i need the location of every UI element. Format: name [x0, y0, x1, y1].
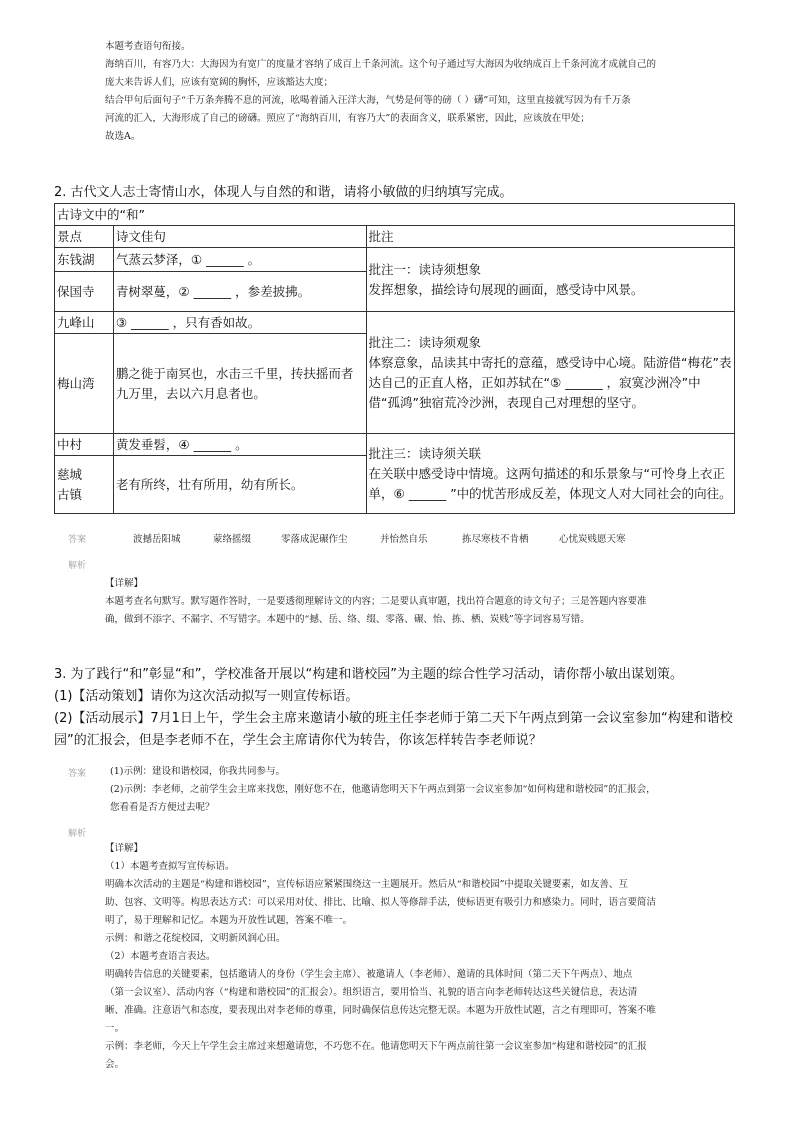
note-title: 批注一：读诗须想象 [368, 261, 482, 277]
text-line: (2)示例：李老师，之前学生会主席来找您，刚好您不在，他邀请您明天下午两点到第一会议室参加“如何构建和谐校园”的汇报会， [110, 784, 656, 795]
verse-cell: 黄发垂髫，④ ______ 。 [113, 434, 366, 456]
verse-cell: 气蒸云梦泽，① ______ 。 [113, 248, 366, 272]
note-text: 在关联中感受诗中情境。这两句描述的和乐景象与“可怜身上衣正单，⑥ ______ ”中的忧苦形成反差，体现文人对大同社会的向往。 [368, 465, 732, 501]
place-cell: 梅山湾 [55, 334, 114, 434]
text-line: 晰、准确。注意语气和态度，要表现出对李老师的尊重，同时确保信息传达完整无误。本题为开放性试题，言之有理即可，答案不唯 [105, 1005, 657, 1016]
text-line: 庞大来告诉人们，应该有宽阔的胸怀，应该豁达大度； [105, 77, 334, 88]
verse-cell: 鹏之徙于南冥也，水击三千里，抟扶摇而者九万里，去以六月息者也。 [113, 334, 366, 434]
detail-tag: 【详解】 [105, 578, 144, 589]
verse-cell: 青树翠蔓，② ______ ，参差披拂。 [113, 272, 366, 312]
answer-item: 蒙络摇缀 [213, 534, 252, 545]
text-line: 示例：李老师，今天上午学生会主席过来想邀请您，不巧您不在。他请您明天下午两点前往第一会议室参加“构建和谐校园”的汇报 [105, 1041, 647, 1052]
top-explanation [105, 38, 717, 146]
note-cell [366, 248, 734, 312]
answer-label: 答案 [68, 769, 87, 779]
header-place: 景点 [55, 226, 114, 248]
text-line: 海纳百川，有容乃大：大海因为有宽广的度量才容纳了成百上千条河流。这个句子通过写大海因为收纳成百上千条河流才成就自己的 [105, 59, 657, 70]
poem-table [54, 203, 735, 514]
place-cell: 保国寺 [55, 272, 114, 312]
text-line: 明确转告信息的关键要素，包括邀请人的身份（学生会主席）、被邀请人（李老师）、邀请的具体时间（第二天下午两点）、地点 [105, 969, 633, 980]
text-line: 明了，易于理解和记忆。本题为开放性试题，答案不唯一。 [105, 915, 353, 926]
question-3-stem [54, 664, 744, 752]
text-line: 故选A。 [105, 131, 141, 142]
answer-item: 波撼岳阳城 [133, 534, 181, 545]
stem-line: (2)【活动展示】7月1日上午，学生会主席来邀请小敏的班主任李老师于第二天下午两点到第一会议室参加“构建和谐校 [54, 711, 733, 726]
place-cell: 东钱湖 [55, 248, 114, 272]
answer-item: 心忧炭贱愿天寒 [559, 534, 626, 545]
text-line: 您看看是否方便过去呢？ [110, 802, 215, 813]
place-cell: 九峰山 [55, 312, 114, 334]
text-line: 本题考查语句衔接。 [105, 41, 191, 52]
text-line: （1）本题考查拟写宣传标语。 [105, 861, 235, 872]
note-title: 批注三：读诗须关联 [368, 445, 482, 461]
text-line: 会。 [105, 1059, 125, 1070]
q3-answer [110, 763, 722, 817]
text-line: （第一会议室）、活动内容（“构建和谐校园”的汇报会）。组织语言，要用恰当、礼貌的语言向李老师转达这些关键信息，表达清 [105, 987, 638, 998]
analysis-label: 解析 [68, 561, 87, 571]
answer-label: 答案 [68, 535, 87, 545]
note-title: 批注二：读诗须观象 [368, 334, 482, 350]
text-line: 河流的汇入，大海形成了自己的磅礴。照应了“海纳百川，有容乃大”的表面含义，联系紧密，因此，应该放在甲处； [105, 113, 590, 124]
text-line: 结合甲句后面句子“千万条奔腾不息的河流，吆喝着涌入汪洋大海，气势是何等的磅（ ）礴”可知，这里直接就写因为有千万条 [105, 95, 631, 106]
header-note: 批注 [366, 226, 734, 248]
q2-analysis [105, 575, 717, 629]
stem-line: (1)【活动策划】请你为这次活动拟写一则宣传标语。 [54, 689, 359, 704]
text-line: 明确本次活动的主题是“构建和谐校园”，宣传标语应紧紧围绕这一主题展开。然后从“和谐校园”中提取关键要素，如友善、互 [105, 879, 628, 890]
note-text: 发挥想象，描绘诗句展现的画面，感受诗中风景。 [368, 281, 644, 297]
place-cell: 慈城 古镇 [55, 456, 114, 514]
answer-item: 并怡然自乐 [380, 534, 428, 545]
note-text: 体察意象，品读其中寄托的意蕴，感受诗中心境。陆游借“梅花”表达自己的正直人格，正如苏轼在“⑤ ______ ，寂寞沙洲冷”中借“孤鸿”独宿荒冷沙洲，表现自己对理想的坚守。 [368, 354, 732, 410]
question-2-stem: 2. 古代文人志士寄情山水，体现人与自然的和谐，请将小敏做的归纳填写完成。 [54, 185, 513, 200]
answer-item: 拣尽寒枝不肯栖 [462, 534, 529, 545]
place-cell: 中村 [55, 434, 114, 456]
analysis-label: 解析 [68, 829, 87, 839]
verse-cell: ③ ______ ，只有香如故。 [113, 312, 366, 334]
detail-tag: 【详解】 [105, 843, 144, 854]
text-line: 本题考查名句默写。默写题作答时，一是要透彻理解诗文的内容；二是要认真审题，找出符合题意的诗文句子；三是答题内容要准 [105, 596, 647, 607]
text-line: (1)示例：建设和谐校园，你我共同参与。 [110, 766, 285, 777]
text-line: 助、包容、文明等。构思表达方式：可以采用对仗、排比、比喻、拟人等修辞手法，使标语更有吸引力和感染力。同时，语言要简洁 [105, 897, 657, 908]
note-cell [366, 434, 734, 514]
text-line: （2）本题考查语言表达。 [105, 951, 216, 962]
table-title: 古诗文中的“和” [55, 204, 735, 226]
header-verse: 诗文佳句 [113, 226, 366, 248]
stem-line: 园”的汇报会，但是李老师不在，学生会主席请你代为转告，你该怎样转告李老师说？ [54, 733, 542, 748]
q3-analysis [105, 840, 717, 1074]
note-cell [366, 312, 734, 434]
answer-item: 零落成泥碾作尘 [281, 534, 348, 545]
text-line: 一。 [105, 1023, 125, 1034]
verse-cell: 老有所终，壮有所用，幼有所长。 [113, 456, 366, 514]
text-line: 确，做到不添字、不漏字、不写错字。本题中的“撼、岳、络、缀、零落、碾、怡、拣、栖、炭贱”等字词容易写错。 [105, 614, 590, 625]
stem-line: 3. 为了践行“和”彰显“和”，学校准备开展以“构建和谐校园”为主题的综合性学习活动，请你帮小敏出谋划策。 [54, 667, 683, 682]
text-line: 示例：和谐之花绽校园，文明新风润心田。 [105, 933, 286, 944]
